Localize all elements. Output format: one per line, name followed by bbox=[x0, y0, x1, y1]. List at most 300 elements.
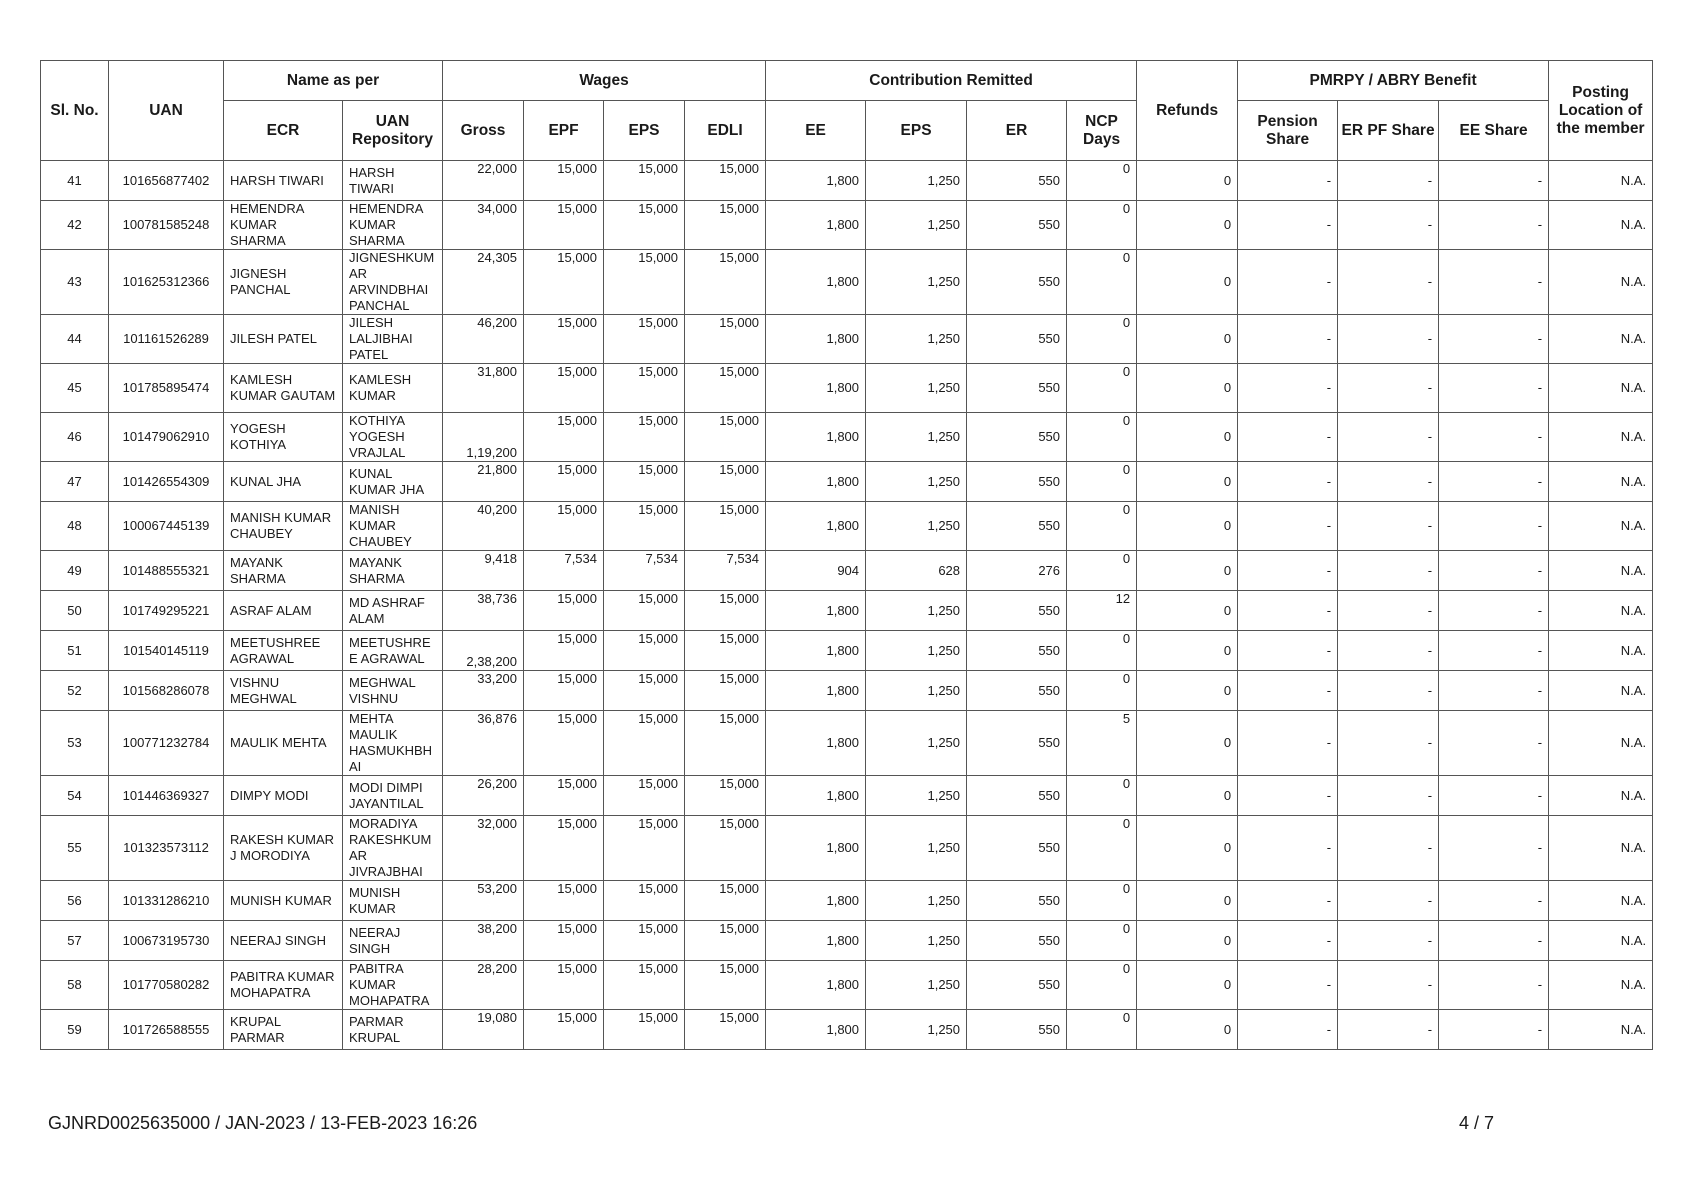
uan-cell: 101161526289 bbox=[109, 315, 224, 364]
er-pf-share-cell: - bbox=[1338, 551, 1439, 591]
uan-repository-name-cell: NEERAJ SINGH bbox=[343, 921, 443, 961]
table-row bbox=[41, 413, 1653, 462]
eps-wages-cell: 15,000 bbox=[604, 631, 685, 671]
epf-wages-cell: 15,000 bbox=[524, 711, 604, 776]
header-ncp-days: NCP Days bbox=[1067, 101, 1137, 161]
uan-repository-name-cell: KUNAL KUMAR JHA bbox=[343, 462, 443, 502]
pension-share-cell: - bbox=[1238, 881, 1338, 921]
epf-wages-cell: 15,000 bbox=[524, 671, 604, 711]
pension-share-cell: - bbox=[1238, 816, 1338, 881]
er-pf-share-cell: - bbox=[1338, 1010, 1439, 1050]
er-contribution-cell: 550 bbox=[967, 161, 1067, 201]
uan-cell: 101331286210 bbox=[109, 881, 224, 921]
er-pf-share-cell: - bbox=[1338, 161, 1439, 201]
gross-wages-cell: 26,200 bbox=[443, 776, 524, 816]
table-row bbox=[41, 551, 1653, 591]
ee-contribution-cell: 1,800 bbox=[766, 816, 866, 881]
eps-wages-cell: 15,000 bbox=[604, 364, 685, 413]
ee-contribution-cell: 1,800 bbox=[766, 1010, 866, 1050]
gross-wages-cell: 21,800 bbox=[443, 462, 524, 502]
uan-cell: 101770580282 bbox=[109, 961, 224, 1010]
gross-wages-cell: 33,200 bbox=[443, 671, 524, 711]
gross-wages-cell: 38,200 bbox=[443, 921, 524, 961]
ee-contribution-cell: 1,800 bbox=[766, 161, 866, 201]
pension-share-cell: - bbox=[1238, 413, 1338, 462]
eps-wages-cell: 15,000 bbox=[604, 413, 685, 462]
sl-no-cell: 52 bbox=[41, 671, 109, 711]
ncp-days-cell: 0 bbox=[1067, 413, 1137, 462]
ee-share-cell: - bbox=[1439, 816, 1549, 881]
eps-contribution-cell: 1,250 bbox=[866, 250, 967, 315]
refunds-cell: 0 bbox=[1137, 591, 1238, 631]
ecr-name-cell: KAMLESH KUMAR GAUTAM bbox=[224, 364, 343, 413]
posting-location-cell: N.A. bbox=[1549, 1010, 1653, 1050]
eps-contribution-cell: 1,250 bbox=[866, 462, 967, 502]
uan-cell: 100771232784 bbox=[109, 711, 224, 776]
gross-wages-cell: 38,736 bbox=[443, 591, 524, 631]
uan-repository-name-cell: PABITRA KUMAR MOHAPATRA bbox=[343, 961, 443, 1010]
ecr-name-cell: VISHNU MEGHWAL bbox=[224, 671, 343, 711]
table-row bbox=[41, 201, 1653, 250]
ee-contribution-cell: 1,800 bbox=[766, 462, 866, 502]
uan-repository-name-cell: MANISH KUMAR CHAUBEY bbox=[343, 502, 443, 551]
sl-no-cell: 41 bbox=[41, 161, 109, 201]
edli-wages-cell: 15,000 bbox=[685, 201, 766, 250]
uan-repository-name-cell: HARSH TIWARI bbox=[343, 161, 443, 201]
eps-contribution-cell: 1,250 bbox=[866, 201, 967, 250]
refunds-cell: 0 bbox=[1137, 250, 1238, 315]
sl-no-cell: 53 bbox=[41, 711, 109, 776]
gross-wages-cell: 46,200 bbox=[443, 315, 524, 364]
posting-location-cell: N.A. bbox=[1549, 551, 1653, 591]
refunds-cell: 0 bbox=[1137, 315, 1238, 364]
edli-wages-cell: 7,534 bbox=[685, 551, 766, 591]
ecr-name-cell: JIGNESH PANCHAL bbox=[224, 250, 343, 315]
uan-repository-name-cell: HEMENDRA KUMAR SHARMA bbox=[343, 201, 443, 250]
er-pf-share-cell: - bbox=[1338, 364, 1439, 413]
uan-cell: 100781585248 bbox=[109, 201, 224, 250]
posting-location-cell: N.A. bbox=[1549, 776, 1653, 816]
sl-no-cell: 48 bbox=[41, 502, 109, 551]
ee-contribution-cell: 1,800 bbox=[766, 502, 866, 551]
posting-location-cell: N.A. bbox=[1549, 413, 1653, 462]
er-contribution-cell: 550 bbox=[967, 315, 1067, 364]
ee-share-cell: - bbox=[1439, 502, 1549, 551]
table-row bbox=[41, 462, 1653, 502]
ecr-name-cell: HEMENDRA KUMAR SHARMA bbox=[224, 201, 343, 250]
ncp-days-cell: 0 bbox=[1067, 364, 1137, 413]
ecr-name-cell: KRUPAL PARMAR bbox=[224, 1010, 343, 1050]
refunds-cell: 0 bbox=[1137, 711, 1238, 776]
ee-share-cell: - bbox=[1439, 776, 1549, 816]
header-sl-no: Sl. No. bbox=[41, 61, 109, 161]
edli-wages-cell: 15,000 bbox=[685, 502, 766, 551]
er-pf-share-cell: - bbox=[1338, 816, 1439, 881]
ee-contribution-cell: 1,800 bbox=[766, 250, 866, 315]
posting-location-cell: N.A. bbox=[1549, 591, 1653, 631]
document-reference: GJNRD0025635000 / JAN-2023 / 13-FEB-2023 16:26 bbox=[48, 1113, 478, 1133]
er-pf-share-cell: - bbox=[1338, 881, 1439, 921]
sl-no-cell: 55 bbox=[41, 816, 109, 881]
pension-share-cell: - bbox=[1238, 250, 1338, 315]
ee-contribution-cell: 1,800 bbox=[766, 961, 866, 1010]
sl-no-cell: 46 bbox=[41, 413, 109, 462]
uan-repository-name-cell: MORADIYA RAKESHKUMAR JIVRAJBHAI bbox=[343, 816, 443, 881]
refunds-cell: 0 bbox=[1137, 921, 1238, 961]
pension-share-cell: - bbox=[1238, 502, 1338, 551]
er-contribution-cell: 550 bbox=[967, 591, 1067, 631]
ee-share-cell: - bbox=[1439, 881, 1549, 921]
eps-contribution-cell: 1,250 bbox=[866, 502, 967, 551]
uan-cell: 101726588555 bbox=[109, 1010, 224, 1050]
uan-repository-name-cell: JIGNESHKUMAR ARVINDBHAI PANCHAL bbox=[343, 250, 443, 315]
ncp-days-cell: 0 bbox=[1067, 1010, 1137, 1050]
ee-contribution-cell: 1,800 bbox=[766, 364, 866, 413]
er-pf-share-cell: - bbox=[1338, 201, 1439, 250]
posting-location-cell: N.A. bbox=[1549, 881, 1653, 921]
posting-location-cell: N.A. bbox=[1549, 315, 1653, 364]
gross-wages-cell: 22,000 bbox=[443, 161, 524, 201]
pension-share-cell: - bbox=[1238, 711, 1338, 776]
eps-contribution-cell: 1,250 bbox=[866, 591, 967, 631]
eps-contribution-cell: 1,250 bbox=[866, 921, 967, 961]
table-row bbox=[41, 881, 1653, 921]
sl-no-cell: 45 bbox=[41, 364, 109, 413]
header-name-as-per: Name as per bbox=[224, 61, 443, 101]
epf-wages-cell: 15,000 bbox=[524, 201, 604, 250]
ee-contribution-cell: 1,800 bbox=[766, 631, 866, 671]
ecr-name-cell: JILESH PATEL bbox=[224, 315, 343, 364]
table-row bbox=[41, 364, 1653, 413]
table-body bbox=[41, 161, 1653, 1050]
ncp-days-cell: 0 bbox=[1067, 921, 1137, 961]
er-contribution-cell: 550 bbox=[967, 881, 1067, 921]
ee-share-cell: - bbox=[1439, 551, 1549, 591]
edli-wages-cell: 15,000 bbox=[685, 364, 766, 413]
table-row bbox=[41, 161, 1653, 201]
ncp-days-cell: 5 bbox=[1067, 711, 1137, 776]
table-row bbox=[41, 671, 1653, 711]
ncp-days-cell: 0 bbox=[1067, 201, 1137, 250]
edli-wages-cell: 15,000 bbox=[685, 921, 766, 961]
edli-wages-cell: 15,000 bbox=[685, 631, 766, 671]
page-number: 4 / 7 bbox=[1459, 1113, 1495, 1133]
er-pf-share-cell: - bbox=[1338, 413, 1439, 462]
header-er-pf-share: ER PF Share bbox=[1338, 101, 1439, 161]
refunds-cell: 0 bbox=[1137, 201, 1238, 250]
epf-wages-cell: 15,000 bbox=[524, 591, 604, 631]
er-contribution-cell: 550 bbox=[967, 921, 1067, 961]
er-pf-share-cell: - bbox=[1338, 921, 1439, 961]
header-ee: EE bbox=[766, 101, 866, 161]
uan-cell: 101540145119 bbox=[109, 631, 224, 671]
uan-repository-name-cell: MEETUSHREE AGRAWAL bbox=[343, 631, 443, 671]
epf-wages-cell: 15,000 bbox=[524, 364, 604, 413]
header-edli: EDLI bbox=[685, 101, 766, 161]
header-uan-repository: UAN Repository bbox=[343, 101, 443, 161]
epf-wages-cell: 15,000 bbox=[524, 250, 604, 315]
ee-share-cell: - bbox=[1439, 250, 1549, 315]
epf-wages-cell: 15,000 bbox=[524, 816, 604, 881]
epf-wages-cell: 15,000 bbox=[524, 161, 604, 201]
refunds-cell: 0 bbox=[1137, 1010, 1238, 1050]
gross-wages-cell: 34,000 bbox=[443, 201, 524, 250]
eps-contribution-cell: 1,250 bbox=[866, 315, 967, 364]
ecr-name-cell: DIMPY MODI bbox=[224, 776, 343, 816]
edli-wages-cell: 15,000 bbox=[685, 1010, 766, 1050]
uan-cell: 100673195730 bbox=[109, 921, 224, 961]
er-contribution-cell: 550 bbox=[967, 816, 1067, 881]
ee-share-cell: - bbox=[1439, 631, 1549, 671]
table-row bbox=[41, 631, 1653, 671]
er-contribution-cell: 550 bbox=[967, 250, 1067, 315]
ee-share-cell: - bbox=[1439, 462, 1549, 502]
eps-contribution-cell: 1,250 bbox=[866, 711, 967, 776]
uan-repository-name-cell: KOTHIYA YOGESH VRAJLAL bbox=[343, 413, 443, 462]
table-row bbox=[41, 961, 1653, 1010]
ee-share-cell: - bbox=[1439, 921, 1549, 961]
pension-share-cell: - bbox=[1238, 671, 1338, 711]
sl-no-cell: 59 bbox=[41, 1010, 109, 1050]
edli-wages-cell: 15,000 bbox=[685, 816, 766, 881]
header-er: ER bbox=[967, 101, 1067, 161]
er-contribution-cell: 550 bbox=[967, 201, 1067, 250]
uan-cell: 101656877402 bbox=[109, 161, 224, 201]
gross-wages-cell: 1,19,200 bbox=[443, 413, 524, 462]
posting-location-cell: N.A. bbox=[1549, 671, 1653, 711]
eps-wages-cell: 15,000 bbox=[604, 776, 685, 816]
epf-wages-cell: 15,000 bbox=[524, 881, 604, 921]
sl-no-cell: 56 bbox=[41, 881, 109, 921]
refunds-cell: 0 bbox=[1137, 631, 1238, 671]
edli-wages-cell: 15,000 bbox=[685, 315, 766, 364]
gross-wages-cell: 40,200 bbox=[443, 502, 524, 551]
sl-no-cell: 42 bbox=[41, 201, 109, 250]
sl-no-cell: 49 bbox=[41, 551, 109, 591]
gross-wages-cell: 19,080 bbox=[443, 1010, 524, 1050]
edli-wages-cell: 15,000 bbox=[685, 671, 766, 711]
table-row bbox=[41, 315, 1653, 364]
gross-wages-cell: 28,200 bbox=[443, 961, 524, 1010]
table-row bbox=[41, 711, 1653, 776]
uan-cell: 101488555321 bbox=[109, 551, 224, 591]
ecr-name-cell: YOGESH KOTHIYA bbox=[224, 413, 343, 462]
sl-no-cell: 51 bbox=[41, 631, 109, 671]
er-pf-share-cell: - bbox=[1338, 462, 1439, 502]
ee-contribution-cell: 1,800 bbox=[766, 201, 866, 250]
header-pmrpy-abry-benefit: PMRPY / ABRY Benefit bbox=[1238, 61, 1549, 101]
posting-location-cell: N.A. bbox=[1549, 250, 1653, 315]
pension-share-cell: - bbox=[1238, 201, 1338, 250]
posting-location-cell: N.A. bbox=[1549, 816, 1653, 881]
eps-contribution-cell: 1,250 bbox=[866, 671, 967, 711]
ee-share-cell: - bbox=[1439, 591, 1549, 631]
ecr-name-cell: MAYANK SHARMA bbox=[224, 551, 343, 591]
ee-share-cell: - bbox=[1439, 201, 1549, 250]
uan-repository-name-cell: KAMLESH KUMAR bbox=[343, 364, 443, 413]
gross-wages-cell: 2,38,200 bbox=[443, 631, 524, 671]
ncp-days-cell: 0 bbox=[1067, 502, 1137, 551]
posting-location-cell: N.A. bbox=[1549, 961, 1653, 1010]
ncp-days-cell: 0 bbox=[1067, 776, 1137, 816]
ncp-days-cell: 0 bbox=[1067, 631, 1137, 671]
ee-contribution-cell: 1,800 bbox=[766, 671, 866, 711]
uan-cell: 101479062910 bbox=[109, 413, 224, 462]
ecr-name-cell: PABITRA KUMAR MOHAPATRA bbox=[224, 961, 343, 1010]
er-contribution-cell: 550 bbox=[967, 961, 1067, 1010]
gross-wages-cell: 31,800 bbox=[443, 364, 524, 413]
edli-wages-cell: 15,000 bbox=[685, 881, 766, 921]
er-contribution-cell: 550 bbox=[967, 364, 1067, 413]
gross-wages-cell: 53,200 bbox=[443, 881, 524, 921]
pension-share-cell: - bbox=[1238, 921, 1338, 961]
epf-wages-cell: 15,000 bbox=[524, 1010, 604, 1050]
eps-contribution-cell: 1,250 bbox=[866, 631, 967, 671]
eps-contribution-cell: 1,250 bbox=[866, 776, 967, 816]
table-row bbox=[41, 921, 1653, 961]
uan-repository-name-cell: MEHTA MAULIK HASMUKHBHAI bbox=[343, 711, 443, 776]
epf-wages-cell: 7,534 bbox=[524, 551, 604, 591]
eps-contribution-cell: 1,250 bbox=[866, 816, 967, 881]
edli-wages-cell: 15,000 bbox=[685, 776, 766, 816]
header-posting-location: Posting Location of the member bbox=[1549, 61, 1653, 161]
eps-wages-cell: 15,000 bbox=[604, 502, 685, 551]
ee-share-cell: - bbox=[1439, 961, 1549, 1010]
er-contribution-cell: 550 bbox=[967, 671, 1067, 711]
ee-contribution-cell: 1,800 bbox=[766, 315, 866, 364]
ee-contribution-cell: 1,800 bbox=[766, 591, 866, 631]
er-contribution-cell: 550 bbox=[967, 631, 1067, 671]
ee-contribution-cell: 1,800 bbox=[766, 711, 866, 776]
ee-share-cell: - bbox=[1439, 413, 1549, 462]
er-pf-share-cell: - bbox=[1338, 961, 1439, 1010]
pension-share-cell: - bbox=[1238, 551, 1338, 591]
er-pf-share-cell: - bbox=[1338, 671, 1439, 711]
ncp-days-cell: 0 bbox=[1067, 816, 1137, 881]
refunds-cell: 0 bbox=[1137, 881, 1238, 921]
uan-repository-name-cell: MAYANK SHARMA bbox=[343, 551, 443, 591]
pension-share-cell: - bbox=[1238, 776, 1338, 816]
pension-share-cell: - bbox=[1238, 631, 1338, 671]
edli-wages-cell: 15,000 bbox=[685, 250, 766, 315]
ecr-contribution-table bbox=[40, 60, 1653, 1050]
refunds-cell: 0 bbox=[1137, 776, 1238, 816]
refunds-cell: 0 bbox=[1137, 413, 1238, 462]
gross-wages-cell: 24,305 bbox=[443, 250, 524, 315]
eps-contribution-cell: 1,250 bbox=[866, 364, 967, 413]
eps-wages-cell: 15,000 bbox=[604, 881, 685, 921]
eps-contribution-cell: 1,250 bbox=[866, 1010, 967, 1050]
ee-share-cell: - bbox=[1439, 161, 1549, 201]
refunds-cell: 0 bbox=[1137, 816, 1238, 881]
er-contribution-cell: 550 bbox=[967, 502, 1067, 551]
refunds-cell: 0 bbox=[1137, 364, 1238, 413]
ee-share-cell: - bbox=[1439, 711, 1549, 776]
eps-wages-cell: 15,000 bbox=[604, 161, 685, 201]
uan-cell: 101625312366 bbox=[109, 250, 224, 315]
er-pf-share-cell: - bbox=[1338, 711, 1439, 776]
uan-cell: 101785895474 bbox=[109, 364, 224, 413]
ecr-name-cell: MUNISH KUMAR bbox=[224, 881, 343, 921]
er-pf-share-cell: - bbox=[1338, 315, 1439, 364]
posting-location-cell: N.A. bbox=[1549, 462, 1653, 502]
pension-share-cell: - bbox=[1238, 591, 1338, 631]
header-wages: Wages bbox=[443, 61, 766, 101]
edli-wages-cell: 15,000 bbox=[685, 462, 766, 502]
header-eps-contribution: EPS bbox=[866, 101, 967, 161]
epf-wages-cell: 15,000 bbox=[524, 921, 604, 961]
table-row bbox=[41, 816, 1653, 881]
ecr-name-cell: RAKESH KUMAR J MORODIYA bbox=[224, 816, 343, 881]
ee-contribution-cell: 1,800 bbox=[766, 881, 866, 921]
pension-share-cell: - bbox=[1238, 462, 1338, 502]
posting-location-cell: N.A. bbox=[1549, 161, 1653, 201]
ee-share-cell: - bbox=[1439, 364, 1549, 413]
table-row bbox=[41, 776, 1653, 816]
posting-location-cell: N.A. bbox=[1549, 711, 1653, 776]
epf-wages-cell: 15,000 bbox=[524, 631, 604, 671]
uan-cell: 101446369327 bbox=[109, 776, 224, 816]
edli-wages-cell: 15,000 bbox=[685, 161, 766, 201]
edli-wages-cell: 15,000 bbox=[685, 591, 766, 631]
er-contribution-cell: 550 bbox=[967, 462, 1067, 502]
refunds-cell: 0 bbox=[1137, 671, 1238, 711]
table-row bbox=[41, 250, 1653, 315]
ee-share-cell: - bbox=[1439, 671, 1549, 711]
eps-contribution-cell: 1,250 bbox=[866, 961, 967, 1010]
refunds-cell: 0 bbox=[1137, 961, 1238, 1010]
ee-share-cell: - bbox=[1439, 315, 1549, 364]
eps-wages-cell: 15,000 bbox=[604, 1010, 685, 1050]
posting-location-cell: N.A. bbox=[1549, 201, 1653, 250]
eps-wages-cell: 15,000 bbox=[604, 816, 685, 881]
eps-wages-cell: 15,000 bbox=[604, 201, 685, 250]
eps-contribution-cell: 628 bbox=[866, 551, 967, 591]
pension-share-cell: - bbox=[1238, 1010, 1338, 1050]
epf-wages-cell: 15,000 bbox=[524, 413, 604, 462]
epf-wages-cell: 15,000 bbox=[524, 315, 604, 364]
eps-wages-cell: 15,000 bbox=[604, 591, 685, 631]
table-row bbox=[41, 502, 1653, 551]
uan-repository-name-cell: JILESH LALJIBHAI PATEL bbox=[343, 315, 443, 364]
eps-wages-cell: 15,000 bbox=[604, 462, 685, 502]
pension-share-cell: - bbox=[1238, 315, 1338, 364]
eps-wages-cell: 15,000 bbox=[604, 250, 685, 315]
uan-cell: 101323573112 bbox=[109, 816, 224, 881]
ncp-days-cell: 0 bbox=[1067, 462, 1137, 502]
epf-wages-cell: 15,000 bbox=[524, 502, 604, 551]
ecr-name-cell: NEERAJ SINGH bbox=[224, 921, 343, 961]
sl-no-cell: 57 bbox=[41, 921, 109, 961]
eps-contribution-cell: 1,250 bbox=[866, 881, 967, 921]
table-row bbox=[41, 1010, 1653, 1050]
eps-contribution-cell: 1,250 bbox=[866, 161, 967, 201]
edli-wages-cell: 15,000 bbox=[685, 961, 766, 1010]
header-ee-share: EE Share bbox=[1439, 101, 1549, 161]
header-pension-share: Pension Share bbox=[1238, 101, 1338, 161]
ncp-days-cell: 0 bbox=[1067, 671, 1137, 711]
pension-share-cell: - bbox=[1238, 364, 1338, 413]
header-uan: UAN bbox=[109, 61, 224, 161]
uan-repository-name-cell: MD ASHRAF ALAM bbox=[343, 591, 443, 631]
ecr-name-cell: ASRAF ALAM bbox=[224, 591, 343, 631]
sl-no-cell: 47 bbox=[41, 462, 109, 502]
uan-repository-name-cell: MEGHWAL VISHNU bbox=[343, 671, 443, 711]
er-pf-share-cell: - bbox=[1338, 502, 1439, 551]
epf-wages-cell: 15,000 bbox=[524, 462, 604, 502]
er-contribution-cell: 276 bbox=[967, 551, 1067, 591]
uan-cell: 101749295221 bbox=[109, 591, 224, 631]
